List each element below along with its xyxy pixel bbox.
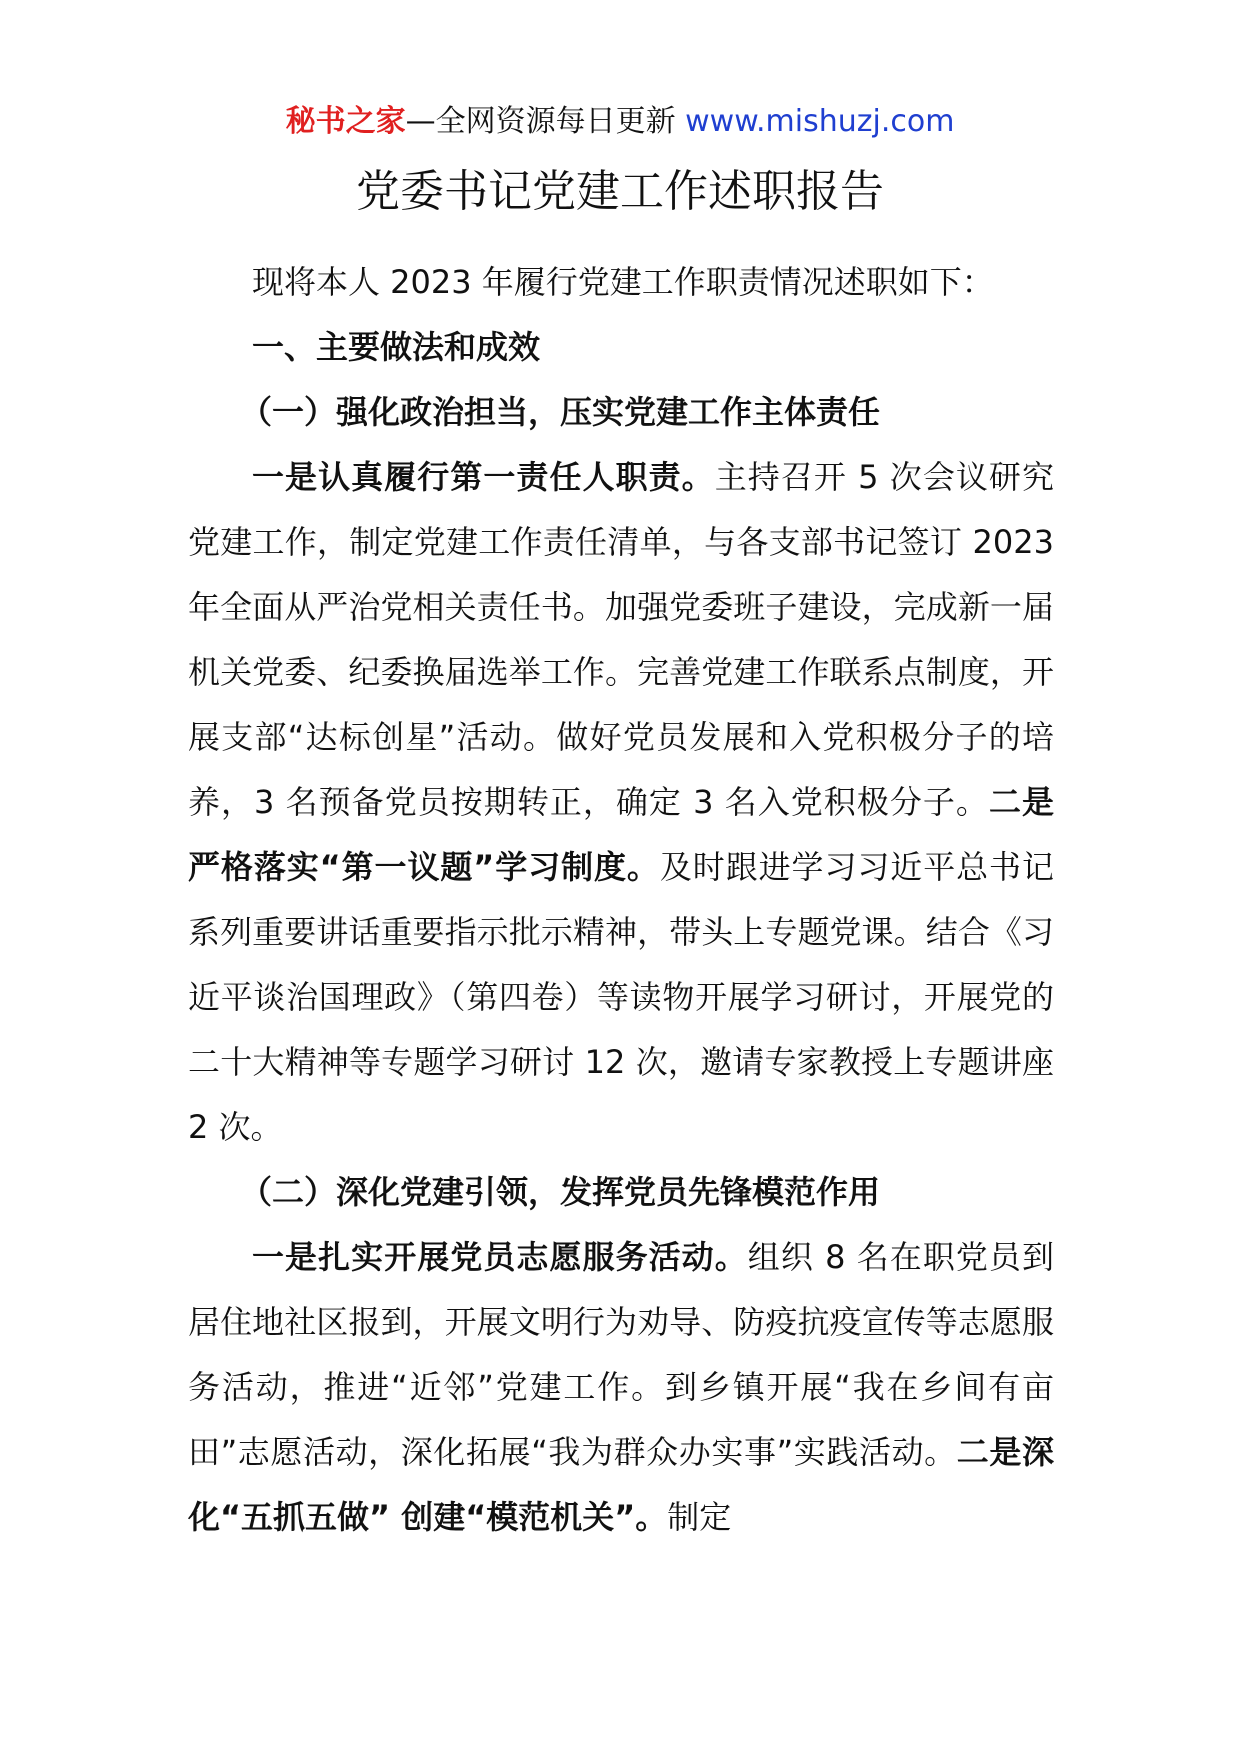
paragraph-1-text-1: 主持召开 5 次会议研究党建工作，制定党建工作责任清单，与各支部书记签订 2023 年全面从严治党相关责任书。加强党委班子建设，完成新一届机关党委、纪委换届选举工作。完善党建工作联系点制度，开展支部“达标创星”活动。做好党员发展和入党积极分子的培养，3 名预备党员按期转正，确定 3 名入党积极分子。	[188, 458, 1054, 821]
header-tagline: —全网资源每日更新	[405, 104, 686, 139]
site-url-link[interactable]: www.mishuzj.com	[685, 104, 955, 139]
document-body	[188, 250, 1054, 1550]
paragraph-2	[188, 1225, 1054, 1550]
site-header	[0, 100, 1240, 144]
section-heading: 一、主要做法和成效	[252, 328, 541, 366]
intro-paragraph: 现将本人 2023 年履行党建工作职责情况述职如下：	[252, 263, 994, 301]
paragraph-1-text-2: 及时跟进学习习近平总书记系列重要讲话重要指示批示精神，带头上专题党课。结合《习近平谈治国理政》（第四卷）等读物开展学习研讨，开展党的二十大精神等专题学习研讨 12 次，邀请专家教授上专题讲座 2 次。	[188, 848, 1054, 1146]
subsection-heading-1: （一）强化政治担当，压实党建工作主体责任	[240, 393, 881, 431]
paragraph-1-lead-2: 二是严格落实“第一议题”学习制度。	[188, 783, 1054, 886]
paragraph-2-text-1: 组织 8 名在职党员到居住地社区报到，开展文明行为劝导、防疫抗疫宣传等志愿服务活动，推进“近邻”党建工作。到乡镇开展“我在乡间有亩田”志愿活动，深化拓展“我为群众办实事”实践活动。	[188, 1238, 1054, 1471]
document-title: 党委书记党建工作述职报告	[356, 166, 884, 217]
paragraph-2-lead-2: 二是深化“五抓五做” 创建“模范机关”。	[188, 1433, 1054, 1536]
paragraph-1-lead-1: 一是认真履行第一责任人职责。	[252, 458, 715, 496]
paragraph-2-text-2: 制定	[667, 1498, 732, 1536]
paragraph-2-lead-1: 一是扎实开展党员志愿服务活动。	[252, 1238, 748, 1276]
subsection-heading-2: （二）深化党建引领，发挥党员先锋模范作用	[240, 1173, 881, 1211]
paragraph-1	[188, 445, 1054, 1160]
brand-name: 秘书之家	[285, 104, 406, 139]
